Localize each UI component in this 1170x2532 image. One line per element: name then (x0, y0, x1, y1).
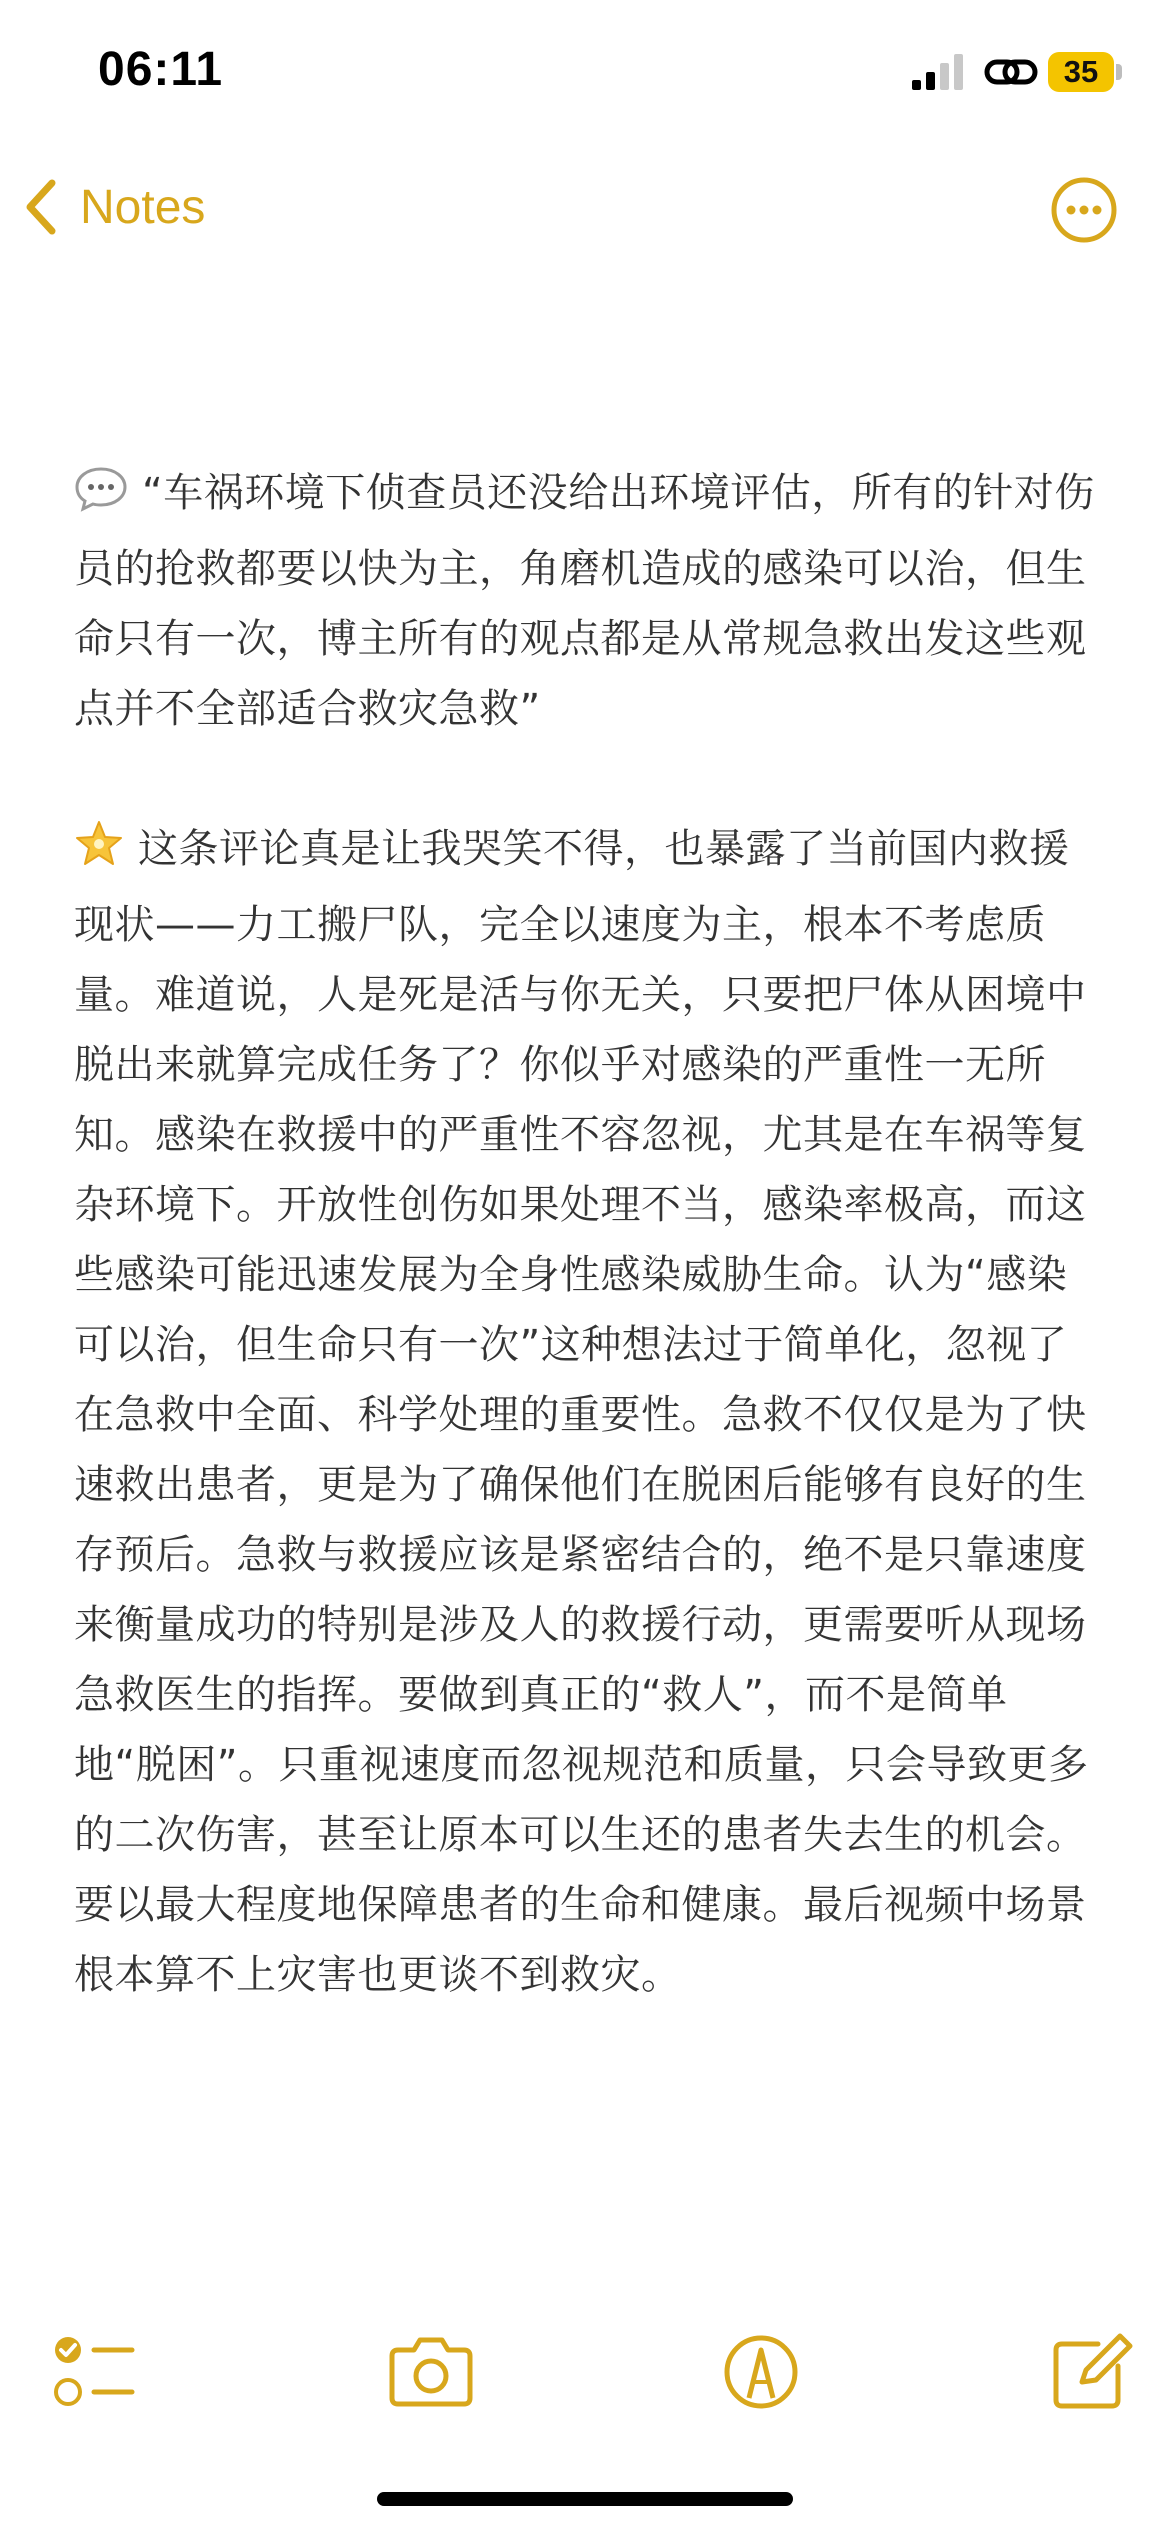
star-icon (74, 820, 124, 890)
status-time: 06:11 (98, 43, 224, 96)
back-label: Notes (80, 180, 206, 234)
speech-bubble-icon (74, 464, 128, 534)
home-indicator[interactable] (377, 2492, 793, 2506)
camera-icon[interactable] (386, 2332, 476, 2412)
signal-icon (912, 54, 964, 90)
paragraph-gap (74, 744, 1096, 814)
bottom-toolbar (0, 2320, 1170, 2420)
battery-level: 35 (1048, 52, 1114, 92)
link-icon (984, 52, 1038, 92)
more-icon[interactable] (1050, 176, 1118, 244)
compose-icon[interactable] (1048, 2332, 1138, 2412)
note-paragraph-comment (74, 458, 1096, 744)
battery-icon (1048, 52, 1122, 92)
battery-cap (1116, 64, 1122, 80)
note-paragraph-reply-text: 这条评论真是让我哭笑不得，也暴露了当前国内救援现状——力工搬尸队，完全以速度为主，根本不考虑质量。难道说，人是死是活与你无关，只要把尸体从困境中脱出来就算完成任务了？你似乎对感染的严重性一无所知。感染在救援中的严重性不容忽视，尤其是在车祸等复杂环境下。开放性创伤如果处理不当，感染率极高，而这些感染可能迅速发展为全身性感染威胁生命。认为“感染可以治，但生命只有一次”这种想法过于简单化，忽视了在急救中全面、科学处理的重要性。急救不仅仅是为了快速救出患者，更是为了确保他们在脱困后能够有良好的生存预后。急救与救援应该是紧密结合的，绝不是只靠速度来衡量成功的特别是涉及人的救援行动，更需要听从现场急救医生的指挥。要做到真正的“救人”，而不是简单地“脱困”。只重视速度而忽视规范和质量，只会导致更多的二次伤害，甚至让原本可以生还的患者失去生的机会。要以最大程度地保障患者的生命和健康。最后视频中场景根本算不上灾害也更谈不到救灾。 (74, 826, 1089, 1998)
note-paragraph-comment-text: “车祸环境下侦查员还没给出环境评估，所有的针对伤员的抢救都要以快为主，角磨机造成的感染可以治，但生命只有一次，博主所有的观点都是从常规急救出发这些观点并不全部适合救灾急救” (74, 470, 1095, 732)
note-body[interactable] (74, 458, 1096, 2010)
status-bar (0, 0, 1170, 150)
checklist-icon[interactable] (50, 2332, 140, 2412)
chevron-left-icon (24, 177, 58, 237)
markup-icon[interactable] (716, 2332, 806, 2412)
back-button[interactable] (24, 172, 205, 242)
note-paragraph-reply (74, 814, 1096, 2010)
